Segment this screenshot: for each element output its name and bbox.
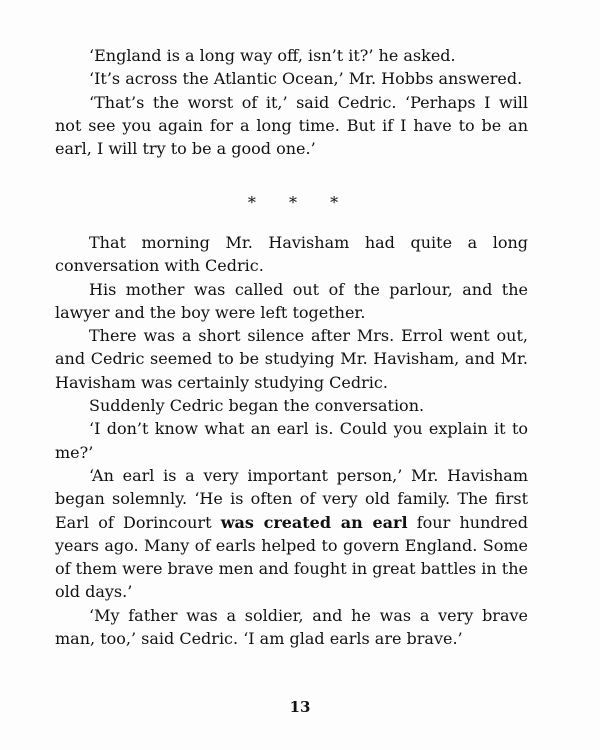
- bold-phrase: was created an earl: [220, 512, 408, 532]
- paragraph: Suddenly Cedric began the conversation.: [89, 396, 425, 416]
- paragraph: That morning Mr. Havisham had quite a long conversation with Cedric.: [55, 233, 528, 276]
- section-one: [55, 44, 528, 160]
- paragraph: His mother was called out of the parlour, and the lawyer and the boy were left together.: [55, 279, 528, 322]
- paragraph: There was a short silence after Mrs. Errol went out, and Cedric seemed to be studying Mr. Havisham, and Mr. Havisham was certainly studying Cedric.: [55, 326, 528, 392]
- paragraph: ‘That’s the worst of it,’ said Cedric. ‘Perhaps I will not see you again for a long time. But if I have to be an earl, I will try to be a good one.’: [55, 92, 528, 159]
- page-number: 13: [289, 698, 311, 716]
- paragraph: ‘I don’t know what an earl is. Could you explain it to me?’: [55, 419, 528, 462]
- paragraph-text: four hundred years ago. Many of earls helped to govern England. Some of them were brave men and fought in great battles in the old days.’: [55, 512, 528, 602]
- paragraph: ‘It’s across the Atlantic Ocean,’ Mr. Hobbs answered.: [89, 69, 523, 89]
- paragraph: [55, 464, 528, 604]
- section-separator: * * *: [247, 193, 353, 212]
- paragraph: ‘My father was a soldier, and he was a very brave man, too,’ said Cedric. ‘I am glad earls are brave.’: [55, 605, 528, 649]
- paragraph-text: ‘An earl is a very important person,’ Mr. Havisham began solemnly. ‘He is often of very old family. The first Earl of Dorincourt: [55, 465, 528, 532]
- section-two: [55, 231, 528, 650]
- paragraph: ‘England is a long way off, isn’t it?’ he asked.: [89, 46, 456, 65]
